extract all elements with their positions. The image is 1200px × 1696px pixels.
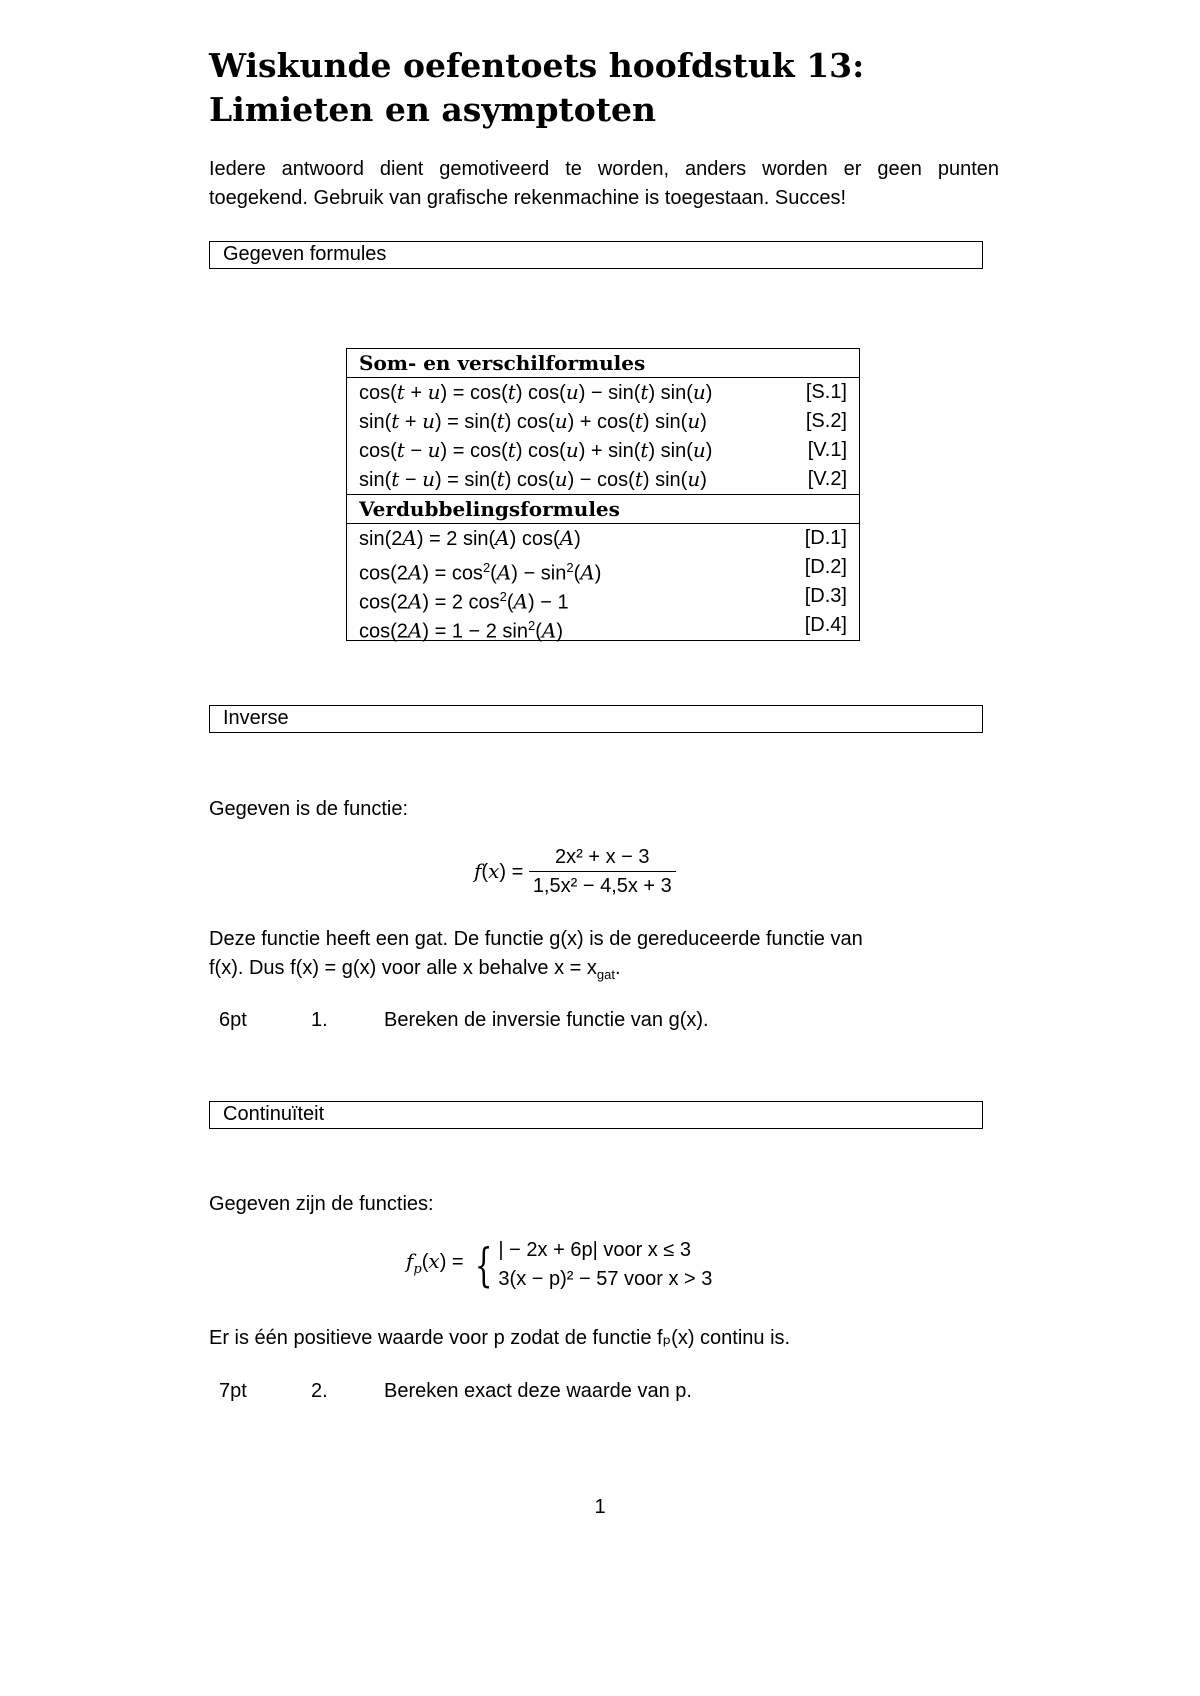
continuity-given: Gegeven zijn de functies: [209,1193,434,1215]
section-header-continuity: Continuïteit [209,1101,983,1129]
piecewise-lhs: $f_p(x)$ = [406,1248,470,1277]
formula-d3: cos(2A) = 2 $\cos^2(A) - 1$ [359,589,569,614]
formula-tag: [D.4] [804,614,847,636]
formula-v2: sin(t − u) = sin(t) cos(u) − cos(t) sin(u) [359,467,707,491]
question-points: 7pt [219,1380,247,1402]
formula-numerator: 2x² + x − 3 [555,846,650,868]
piecewise-case-2: 3(x − p)² − 57 voor x > 3 [498,1268,713,1290]
question-text: Bereken exact deze waarde van p. [384,1380,692,1402]
formula-row [347,407,859,436]
formula-s1: cos(t + u) = cos(t) cos(u) − sin(t) sin(u) [359,380,713,404]
formula-row [347,436,859,465]
formula-d1: sin(2A) = 2 sin(A) cos(A) [359,526,581,550]
formula-row [347,553,859,585]
section-header-inverse: Inverse [209,705,983,733]
table-heading-sum: Som- en verschilformules [347,349,859,378]
formula-tag: [V.2] [807,468,847,490]
formula-fraction [529,843,676,900]
piecewise-case-1: | − 2x + 6p| voor x ≤ 3 [498,1239,691,1261]
inverse-note [209,925,999,989]
formula-tag: [S.1] [805,381,847,403]
formula-row [347,465,859,494]
formula-table [346,348,860,641]
formula-d2: $\cos(2A) = \cos^2(A) - \sin^2(A)$ [359,560,602,585]
formula-tag: [S.2] [805,410,847,432]
formula-s2: sin(t + u) = sin(t) cos(u) + cos(t) sin(u) [359,409,707,433]
inverse-note-line2-text: f(x). Dus f(x) = g(x) voor alle x behalve x = x [209,957,597,979]
inverse-given: Gegeven is de functie: [209,798,409,820]
page-title: Wiskunde oefentoets hoofdstuk 13: Limieten en asymptoten [209,46,865,129]
formula-row [347,378,859,407]
formula-denominator: 1,5x² − 4,5x + 3 [529,871,676,900]
piecewise-formula [406,1236,712,1294]
formula-tag: [V.1] [807,439,847,461]
formula-row [347,611,859,643]
formula-row [347,582,859,614]
inverse-note-line2: f(x). Dus f(x) = g(x) voor alle x behalve $x = x_{gat}$. [209,957,621,982]
formula-v1: cos(t − u) = cos(t) cos(u) + sin(t) sin(u) [359,438,713,462]
left-brace: { [474,1238,493,1292]
question-points: 6pt [219,1009,247,1031]
formula-row [347,524,859,553]
intro-text: Iedere antwoord dient gemotiveerd te worden, anders worden er geen punten toegekend. Gebruik van grafische rekenmachine is toegestaan. Succes! [209,158,999,209]
section-header-formulas: Gegeven formules [209,241,983,269]
inverse-note-line1: Deze functie heeft een gat. De functie g(x) is de gereduceerde functie van [209,928,863,950]
formula-lhs: f(x) = [474,858,529,883]
continuity-note: Er is één positieve waarde voor p zodat de functie fₚ(x) continu is. [209,1327,791,1349]
page-number: 1 [594,1496,606,1518]
inverse-note-subscript: gat [596,967,615,982]
formula-tag: [D.2] [804,556,847,578]
question-number: 2. [311,1380,328,1402]
question-text: Bereken de inversie functie van g(x). [384,1009,709,1031]
formula-tag: [D.1] [804,527,847,549]
piecewise-cases [498,1236,712,1294]
inverse-formula [474,843,676,900]
table-heading-double: Verdubbelingsformules [347,494,859,524]
formula-tag: [D.3] [804,585,847,607]
formula-d4: cos(2A) = 1 − 2 $\sin^2(A)$ [359,618,564,643]
question-number: 1. [311,1009,328,1031]
